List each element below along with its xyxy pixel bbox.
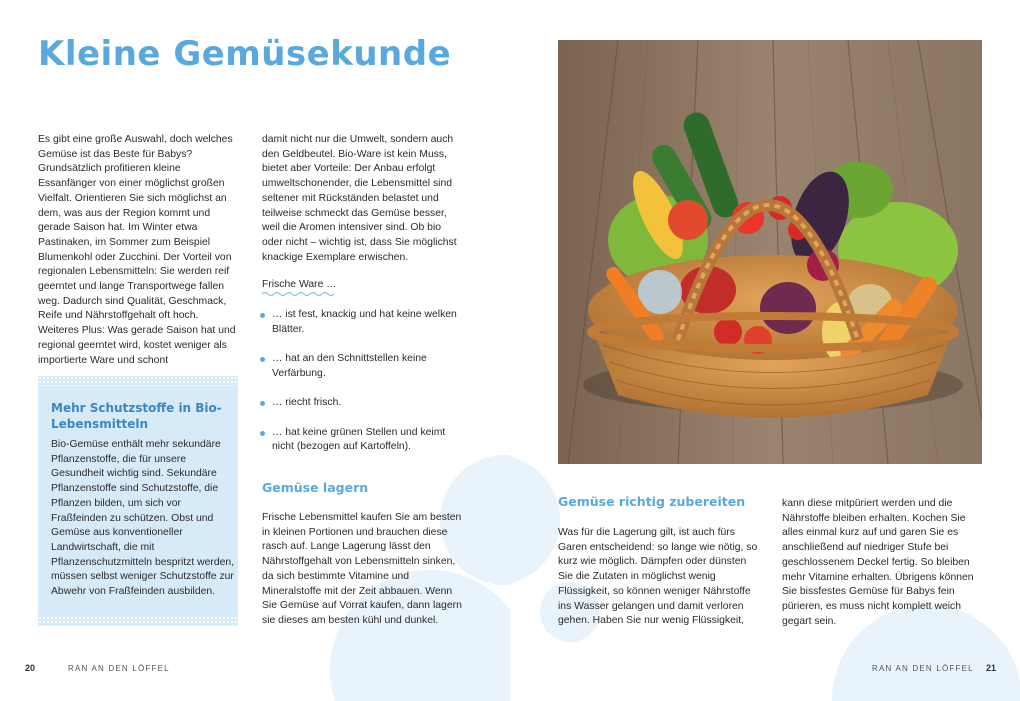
prep-heading: Gemüse richtig zubereiten bbox=[558, 494, 746, 509]
bullet-dot-icon bbox=[260, 431, 265, 436]
fresh-goods-list bbox=[258, 308, 458, 470]
page-title: Kleine Gemüsekunde bbox=[38, 34, 452, 74]
right-page bbox=[510, 0, 1020, 701]
list-item bbox=[258, 426, 458, 455]
bullet-text: … riecht frisch. bbox=[272, 397, 342, 409]
running-title: RAN AN DEN LÖFFEL bbox=[68, 664, 170, 673]
bullet-dot-icon bbox=[260, 401, 265, 406]
vegetable-basket-illustration bbox=[558, 40, 982, 464]
intro-text-2: damit nicht nur die Umwelt, sondern auch den Geldbeutel. Bio-Ware ist kein Muss, bietet aber Vorteile: Der Anbau erfolgt umweltschonender, die Lebensmittel sind seltener mit Rückständen belastet und teilweise schmeckt das Gemüse besser, weil die Aromen intensiver sind. Ob bio oder nicht – wichtig ist, dass Sie möglichst knackige Exemplare erwischen. bbox=[262, 134, 457, 263]
intro-column-1 bbox=[38, 133, 240, 368]
list-item bbox=[258, 308, 458, 337]
running-title: RAN AN DEN LÖFFEL bbox=[872, 664, 974, 673]
info-box-text: Bio-Gemüse enthält mehr sekundäre Pflanzenstoffe, die für unsere Gesundheit wichtig sind. Sekundäre Pflanzenstoffe sind Schutzstoffe, die Pflanzen bilden, um sich vor Fraßfeinden zu schützen. Obst und Gemüse aus konventioneller Landwirtschaft, die mit Pflanzenschutzmitteln bespritzt werden, müssen selbst weniger Schutzstoffe zur Abwehr von Fraßfeinden ausbilden. bbox=[51, 439, 235, 598]
fresh-goods-label: Frische Ware … bbox=[262, 279, 337, 290]
bullet-text: … hat keine grünen Stellen und keimt nicht (bezogen auf Kartoffeln). bbox=[272, 426, 446, 453]
list-item bbox=[258, 352, 458, 381]
page-number: 20 bbox=[25, 663, 36, 673]
info-box-title: Mehr Schutzstoffe in Bio-Lebensmitteln bbox=[51, 401, 222, 431]
page-number: 21 bbox=[986, 663, 997, 673]
storage-text: Frische Lebensmittel kaufen Sie am besten in kleinen Portionen und brauchen diese rasch auf. Lange Lagerung lässt den Nährstoffgehalt von Lebensmitteln sinken, da sich bestimmte Vitamine und Mineralstoffe mit der Zeit abbauen. Wenn Sie Gemüse auf Vorrat kaufen, dann lagern sie dieses am besten kühl und dunkel. bbox=[262, 512, 462, 626]
bullet-text: … hat an den Schnittstellen keine Verfärbung. bbox=[272, 353, 427, 379]
bullet-dot-icon bbox=[260, 357, 265, 362]
bullet-text: … ist fest, knackig und hat keine welken Blätter. bbox=[272, 309, 457, 335]
list-item bbox=[258, 396, 458, 411]
info-box bbox=[38, 376, 238, 626]
decor-circle bbox=[510, 455, 560, 585]
intro-column-2 bbox=[262, 133, 462, 265]
storage-heading: Gemüse lagern bbox=[262, 480, 369, 495]
prep-text-1: Was für die Lagerung gilt, ist auch fürs Garen entscheidend: so lange wie nötig, so kurz wie möglich. Dämpfen oder dünsten Sie die Zutaten in möglichst wenig Flüssigkeit, so können weniger Nährstoffe ins Wasser gelangen und damit verloren gehen. Haben Sie nur wenig Flüssigkeit, bbox=[558, 527, 758, 627]
vegetable-basket-photo bbox=[558, 40, 982, 464]
intro-text-1: Es gibt eine große Auswahl, doch welches Gemüse ist das Beste für Babys? Grundsätzlich profitieren kleine Essanfänger von einer möglichst großen Vielfalt. Orientieren Sie sich möglichst an dem, was aus der Region kommt und gerade Saison hat. Im Winter etwa Pastinaken, im Sommer zum Beispiel Blumenkohl oder Zucchini. Der Vorteil von regionalen Lebensmitteln: Sie werden reif geerntet und lange Transportwege fallen weg. Dadurch sind Qualität, Geschmack, Reife und Nährstoffgehalt oft hoch. Weiteres Plus: Was gerade Saison hat und regional geerntet wird, kostet weniger als importierte Ware und schont bbox=[38, 134, 236, 366]
prep-text-2: kann diese mitpüriert werden und die Nährstoffe bleiben erhalten. Kochen Sie alles einmal kurz auf und garen Sie es anschließend auf niedriger Stufe bei geschlossenem Deckel fertig. So bleiben mehr Vitamine erhalten. Übrigens können Sie bissfestes Gemüse für Babys fein pürieren, es muss nicht komplett weich gegart sein. bbox=[782, 498, 974, 627]
squiggle-underline-icon bbox=[262, 291, 334, 296]
bullet-dot-icon bbox=[260, 313, 265, 318]
